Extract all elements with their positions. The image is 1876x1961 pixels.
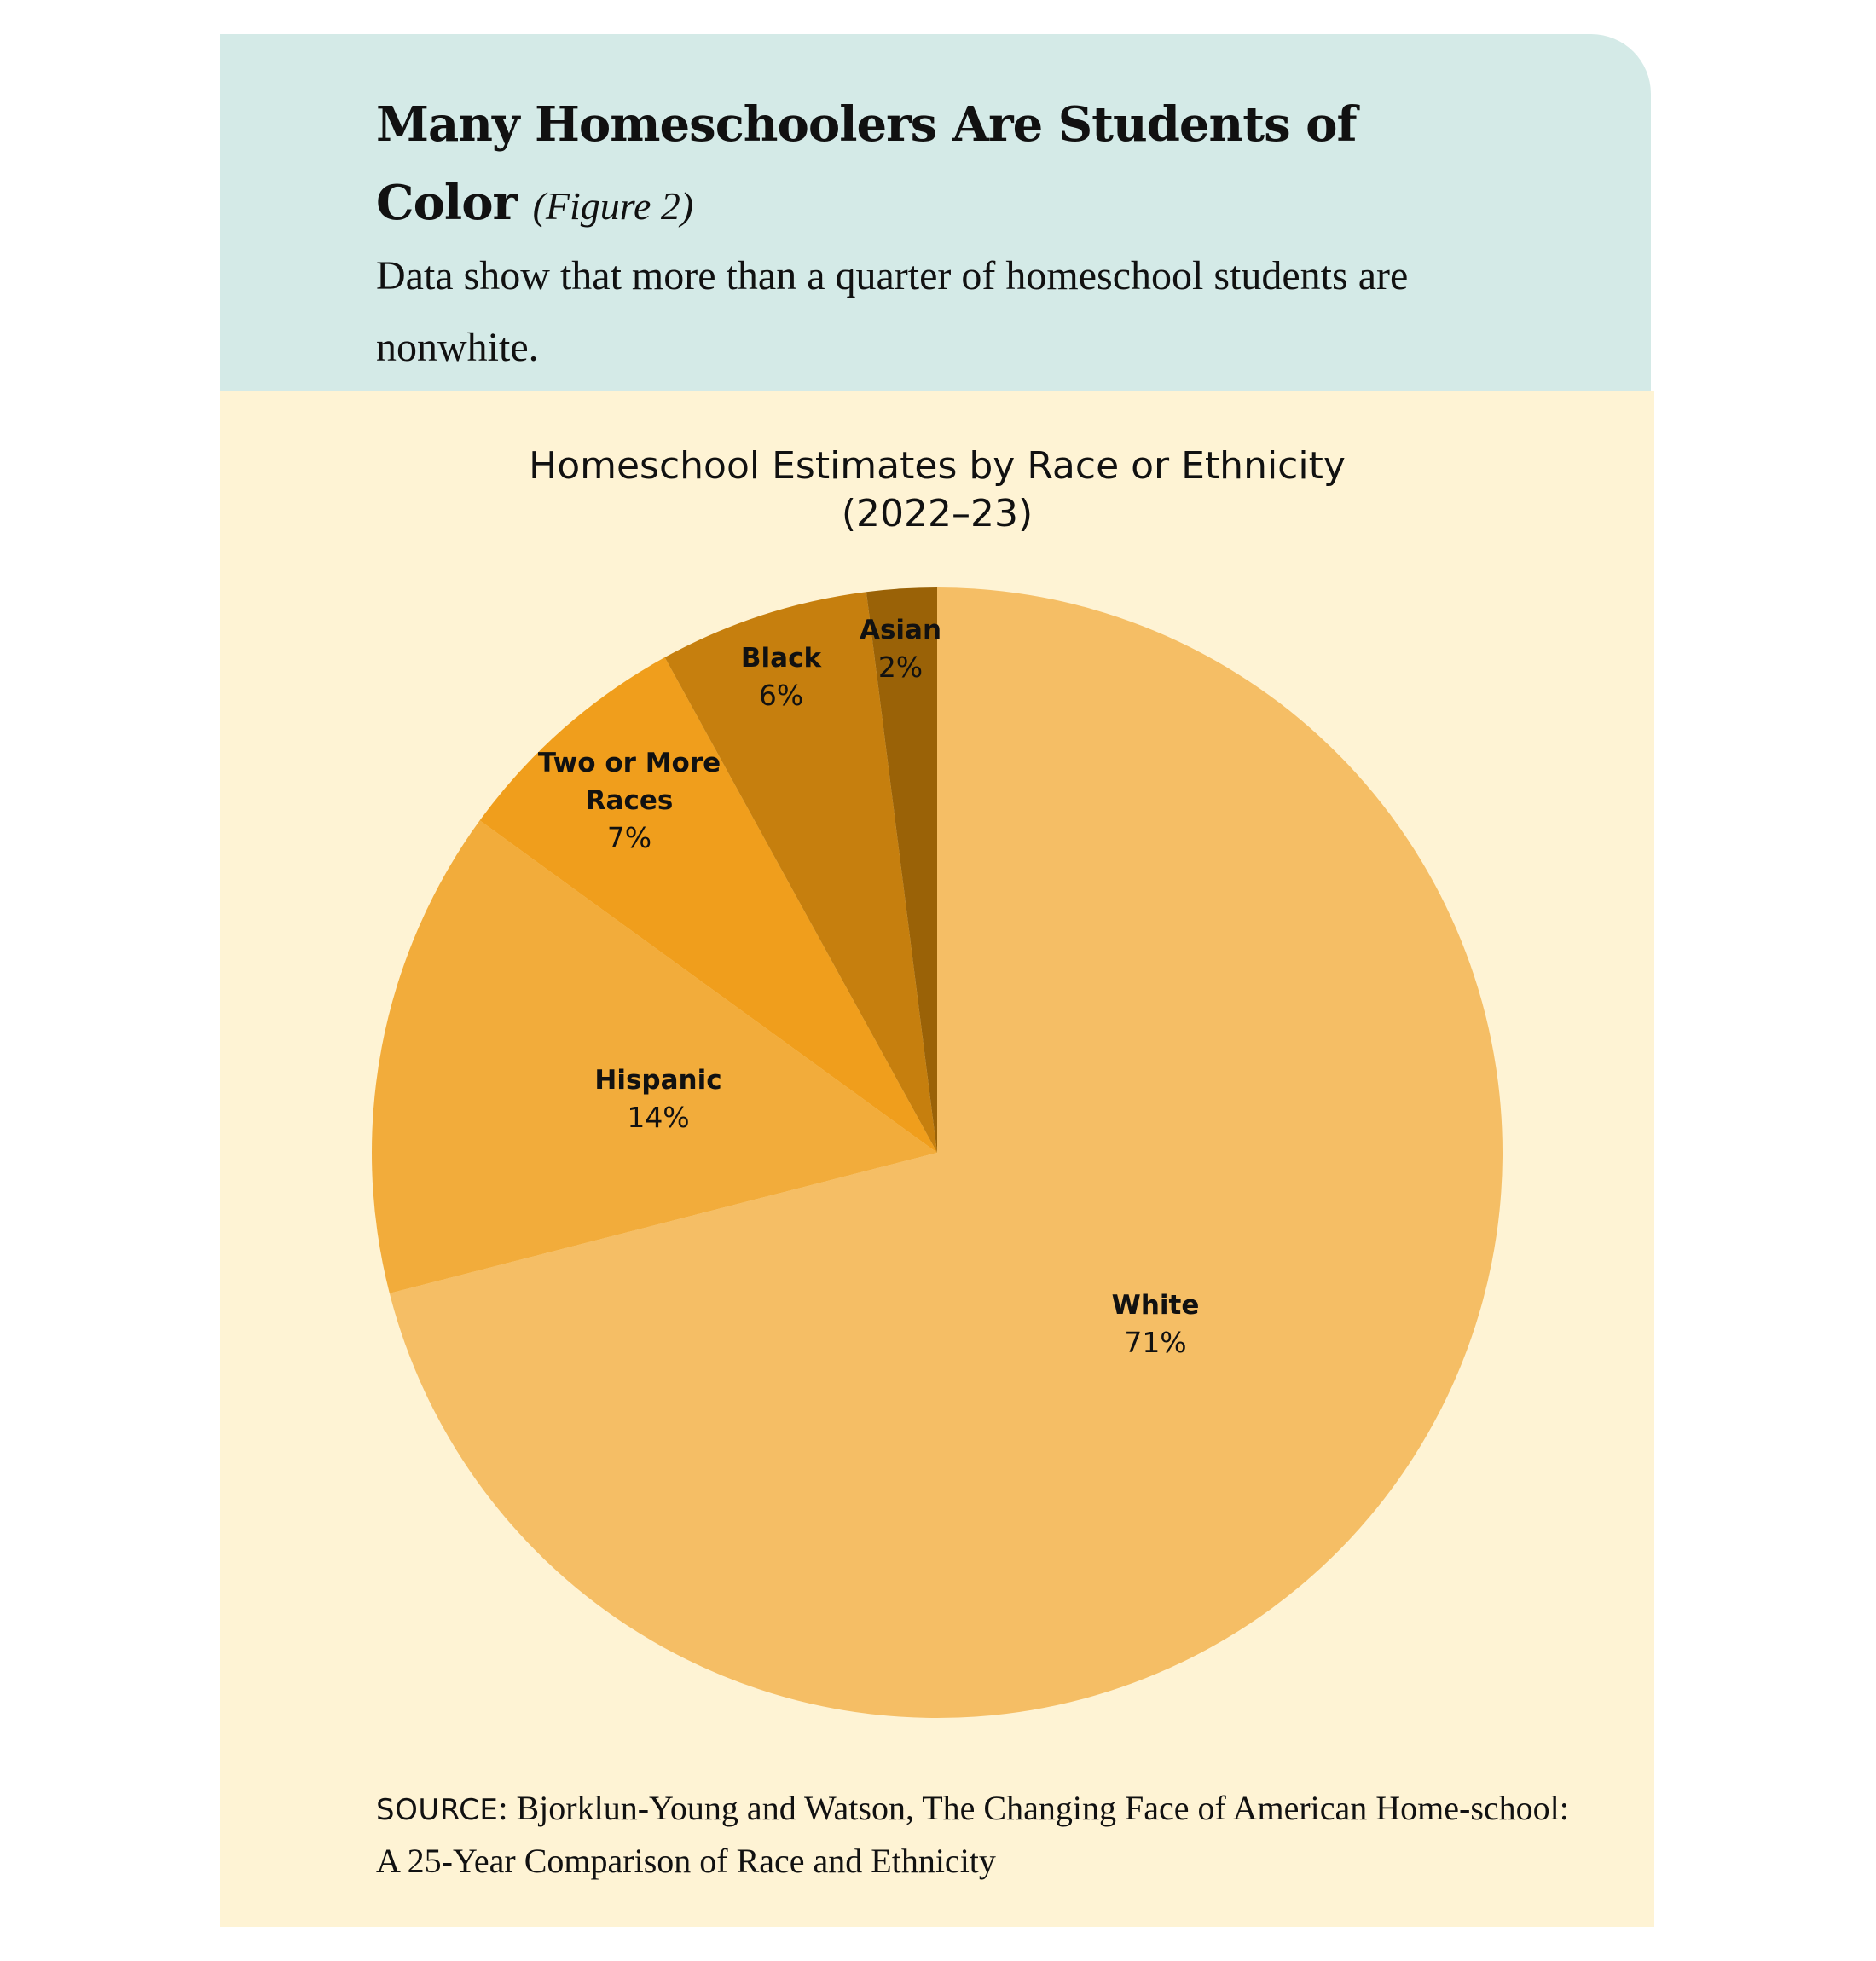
label-black (741, 639, 821, 714)
label-two-or-more-name-line1: Two or More (537, 748, 721, 778)
label-black-pct: 6% (758, 679, 804, 712)
chart-title-line2: (2022–23) (841, 492, 1034, 535)
headline (376, 85, 1485, 246)
figure-reference: (Figure 2) (532, 184, 694, 228)
header-panel (220, 34, 1651, 391)
chart-title-line1: Homeschool Estimates by Race or Ethnicity (529, 444, 1346, 488)
label-two-or-more-name-line2: Races (585, 785, 674, 816)
source-label: SOURCE (376, 1793, 499, 1827)
subtitle: Data show that more than a quarter of homeschool students are nonwhite. (376, 253, 1409, 370)
headline-text: Many Homeschoolers Are Students of Color (376, 96, 1357, 231)
label-hispanic (594, 1061, 721, 1137)
label-asian-pct: 2% (877, 651, 924, 684)
label-two-or-more-pct: 7% (606, 821, 652, 854)
source-text: : Bjorklun-Young and Watson, The Changing Face of American Home-school: A 25-Year Comparison of Race and Ethnicity (376, 1789, 1569, 1880)
chart-panel (220, 391, 1654, 1927)
label-two-or-more (538, 744, 721, 857)
source-note (376, 1783, 1570, 1887)
label-asian (860, 611, 941, 686)
label-hispanic-pct: 14% (627, 1101, 690, 1134)
label-hispanic-name: Hispanic (594, 1065, 722, 1096)
label-white-name: White (1111, 1290, 1200, 1321)
label-asian-name: Asian (859, 615, 942, 645)
label-black-name: Black (740, 643, 822, 674)
label-white (1112, 1287, 1200, 1362)
label-white-pct: 71% (1124, 1326, 1187, 1359)
